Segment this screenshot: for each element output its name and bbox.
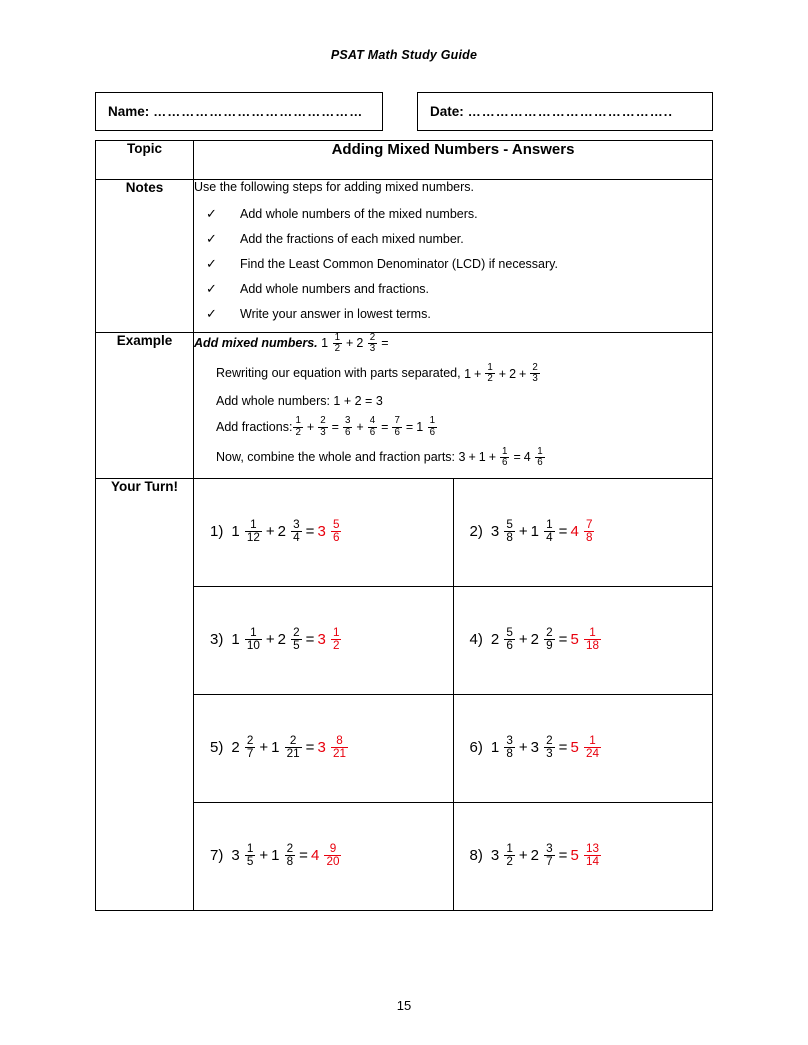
example-row — [96, 333, 713, 479]
problem-number: 7) — [210, 847, 224, 865]
fraction — [544, 519, 555, 545]
topic-label: Topic — [96, 141, 194, 180]
fraction-denominator: 21 — [286, 747, 300, 761]
notes-label: Notes — [96, 180, 194, 333]
mixed-number: 5 $\frac{1}{18}$ — [570, 626, 599, 653]
fraction — [544, 735, 555, 761]
fraction — [485, 363, 494, 384]
check-icon: ✓ — [206, 231, 217, 246]
fraction-numerator: 2 — [546, 626, 553, 640]
fraction-denominator: 12 — [246, 531, 260, 545]
fraction-numerator: 1 — [250, 626, 257, 640]
fraction — [584, 627, 601, 653]
fraction-denominator: 24 — [585, 747, 599, 761]
fraction-denominator: 3 — [369, 342, 376, 354]
example-problem-line — [194, 333, 712, 354]
fraction — [318, 416, 327, 437]
fraction — [504, 627, 515, 653]
fraction — [285, 735, 302, 761]
problem-number: 6) — [469, 739, 483, 757]
example-step-3 — [216, 417, 712, 438]
fraction — [285, 843, 296, 869]
date-field[interactable] — [417, 92, 713, 131]
equals-sign: = — [305, 739, 315, 757]
problem-cell-8[interactable] — [453, 802, 712, 910]
equals-sign: = — [381, 336, 389, 351]
fraction-denominator: 2 — [295, 426, 301, 438]
plus-sign: + — [356, 419, 364, 434]
fraction-numerator: 3 — [506, 734, 513, 748]
worksheet-body — [95, 92, 713, 911]
mixed-number: 3 $\frac{8}{21}$ — [317, 734, 346, 761]
mixed-number: 3 $\frac{5}{6}$ — [317, 518, 340, 545]
problem-cell-2[interactable] — [453, 479, 712, 587]
fraction-denominator: 3 — [532, 373, 538, 385]
mixed-number: 2 $\frac{2}{3}$ — [356, 331, 376, 354]
fraction-denominator: 4 — [546, 531, 553, 545]
name-date-row — [95, 92, 713, 131]
problem-cell-7[interactable] — [194, 802, 453, 910]
fraction-denominator: 5 — [293, 639, 300, 653]
problem-answer — [317, 734, 349, 761]
fraction — [544, 627, 555, 653]
fraction-numerator: 3 — [344, 415, 351, 427]
mixed-number: 2 $\frac{2}{5}$ — [277, 626, 300, 653]
check-icon: ✓ — [206, 281, 217, 296]
problem-number: 8) — [469, 847, 483, 865]
fraction — [291, 519, 302, 545]
problem-cell-5[interactable] — [194, 694, 453, 802]
fraction-numerator: 3 — [293, 518, 300, 532]
name-label: Name: — [108, 104, 150, 119]
fraction-denominator: 6 — [502, 457, 508, 469]
fraction — [428, 416, 437, 437]
mixed-number: 2 $\frac{5}{6}$ — [490, 626, 513, 653]
check-icon: ✓ — [206, 206, 217, 221]
notes-list — [194, 207, 712, 321]
fraction — [245, 519, 262, 545]
mixed-number: 5 $\frac{13}{14}$ — [570, 842, 599, 869]
date-label: Date: — [430, 104, 464, 119]
example-step-4-math: 3 + 1 + $\frac{1}{6}$ = 4 $\frac{1}{6}$ — [459, 450, 546, 464]
equals-sign: = — [305, 631, 315, 649]
plus-sign: + — [488, 450, 497, 465]
mixed-number: 3 $\frac{2}{3}$ — [530, 734, 553, 761]
fraction-denominator: 20 — [326, 855, 340, 869]
fraction — [368, 416, 377, 437]
fraction-numerator: 1 — [537, 445, 543, 457]
fraction-numerator: 7 — [585, 518, 593, 532]
fraction-denominator: 6 — [506, 639, 513, 653]
fraction-numerator: 1 — [429, 415, 436, 427]
list-item — [206, 207, 712, 221]
list-item — [206, 282, 712, 296]
fraction — [331, 627, 342, 653]
plus-sign: + — [306, 419, 315, 434]
fraction-denominator: 4 — [293, 531, 300, 545]
fraction-denominator: 2 — [506, 855, 513, 869]
equals-sign: = — [558, 631, 568, 649]
table-row — [194, 479, 712, 587]
mixed-number: 3 $\frac{1}{2}$ — [490, 842, 513, 869]
notes-content — [194, 180, 713, 333]
fraction — [504, 519, 515, 545]
example-step-1-math: 1 + $\frac{1}{2}$ + 2 + $\frac{2}{3}$ — [464, 361, 538, 385]
fraction-numerator: 1 — [546, 518, 553, 532]
fraction-denominator: 8 — [506, 531, 513, 545]
fraction-denominator: 6 — [332, 531, 340, 545]
fraction-numerator: 1 — [246, 842, 254, 856]
list-item-label: Write your answer in lowest terms. — [240, 307, 431, 321]
fraction — [291, 627, 302, 653]
fraction — [500, 447, 509, 468]
example-step-1 — [216, 363, 712, 384]
fraction-denominator: 8 — [286, 855, 294, 869]
equals-sign: = — [513, 450, 521, 465]
list-item-label: Add whole numbers of the mixed numbers. — [240, 207, 478, 221]
mixed-number: 4 $\frac{9}{20}$ — [310, 842, 340, 869]
fraction-numerator: 2 — [369, 331, 376, 343]
fraction-numerator: 1 — [332, 626, 340, 640]
example-step-1-text: Rewriting our equation with parts separated, — [216, 366, 465, 381]
problem-number: 1) — [210, 523, 224, 541]
fraction — [504, 843, 515, 869]
worksheet-table — [95, 140, 713, 911]
fraction-denominator: 9 — [546, 639, 553, 653]
fraction-numerator: 2 — [293, 626, 300, 640]
fraction-denominator: 21 — [332, 747, 346, 761]
problem-number: 3) — [210, 631, 224, 649]
your-turn-label-text: Your Turn! — [111, 478, 178, 494]
name-value: ……………………………………… — [153, 104, 364, 119]
problem-answer — [570, 518, 595, 545]
problem-cell-6[interactable] — [453, 694, 712, 802]
list-item — [206, 307, 712, 321]
mixed-number: 4 $\frac{7}{8}$ — [570, 518, 593, 545]
fraction-numerator: 5 — [332, 518, 340, 532]
fraction-numerator: 13 — [585, 842, 599, 856]
fraction-numerator: 1 — [502, 445, 508, 457]
fraction-numerator: 2 — [246, 734, 254, 748]
list-item — [206, 232, 712, 246]
fraction — [392, 416, 401, 437]
problem-answer — [310, 842, 343, 869]
equals-sign: = — [558, 523, 568, 541]
fraction-denominator: 6 — [369, 426, 376, 438]
problem-cell-4[interactable] — [453, 586, 712, 694]
fraction-numerator: 5 — [506, 518, 513, 532]
fraction — [535, 447, 544, 468]
list-item — [206, 257, 712, 271]
fraction-numerator: 2 — [546, 734, 553, 748]
mixed-number: 1 $\frac{2}{21}$ — [271, 734, 300, 761]
fraction — [245, 735, 256, 761]
fraction-numerator: 1 — [487, 361, 493, 373]
list-item-label: Add whole numbers and fractions. — [240, 282, 429, 296]
fraction-numerator: 2 — [532, 361, 538, 373]
notes-row — [96, 180, 713, 333]
equals-sign: = — [305, 523, 315, 541]
page-number: 15 — [396, 998, 412, 1013]
problems-grid — [194, 479, 712, 910]
plus-sign: + — [518, 631, 528, 649]
fraction — [368, 333, 377, 354]
mixed-number: 3 $\frac{1}{5}$ — [231, 842, 254, 869]
fraction-numerator: 9 — [329, 842, 337, 856]
fraction-denominator: 3 — [320, 426, 326, 438]
fraction-numerator: 2 — [289, 734, 297, 748]
fraction — [530, 363, 539, 384]
plus-sign: + — [518, 739, 528, 757]
mixed-number: 1 $\frac{1}{2}$ — [321, 331, 340, 354]
fraction — [544, 843, 555, 869]
table-row — [194, 694, 712, 802]
problem-number: 4) — [469, 631, 483, 649]
fraction-denominator: 2 — [332, 639, 340, 653]
fraction-denominator: 8 — [585, 531, 593, 545]
fraction-numerator: 5 — [506, 626, 513, 640]
fraction — [343, 416, 352, 437]
fraction-numerator: 7 — [394, 415, 400, 427]
equals-sign: = — [381, 419, 389, 434]
problem-answer — [570, 626, 602, 653]
notes-intro: Use the following steps for adding mixed numbers. — [194, 180, 475, 194]
example-step-4-text: Now, combine the whole and fraction parts: — [216, 450, 459, 465]
fraction — [584, 519, 595, 545]
problem-answer — [317, 626, 342, 653]
topic-title: Adding Mixed Numbers - Answers — [194, 141, 713, 180]
check-icon: ✓ — [206, 256, 217, 271]
plus-sign: + — [518, 847, 528, 865]
mixed-number: 1 $\frac{1}{6}$ — [416, 415, 436, 438]
plus-sign: + — [498, 366, 507, 381]
plus-sign: + — [346, 336, 354, 351]
fraction-numerator: 4 — [369, 415, 376, 427]
table-row — [194, 802, 712, 910]
problem-number: 5) — [210, 739, 224, 757]
problem-answer — [570, 734, 602, 761]
document-header: PSAT Math Study Guide — [330, 48, 478, 62]
plus-sign: + — [519, 366, 527, 381]
mixed-number: 3 $\frac{5}{8}$ — [490, 518, 513, 545]
fraction-denominator: 7 — [246, 747, 254, 761]
fraction-denominator: 8 — [506, 747, 513, 761]
equals-sign: = — [558, 739, 568, 757]
mixed-number: 2 $\frac{3}{7}$ — [530, 842, 553, 869]
list-item-label: Add the fractions of each mixed number. — [240, 232, 464, 246]
fraction — [245, 843, 256, 869]
fraction — [245, 627, 262, 653]
plus-sign: + — [259, 739, 269, 757]
fraction-denominator: 3 — [546, 747, 553, 761]
equals-sign: = — [331, 419, 339, 434]
fraction-denominator: 2 — [334, 342, 340, 354]
plus-sign: + — [259, 847, 269, 865]
mixed-number: 1 $\frac{3}{8}$ — [490, 734, 513, 761]
equals-sign: = — [558, 847, 568, 865]
fraction-numerator: 1 — [589, 626, 596, 640]
mixed-number: 4 $\frac{1}{6}$ — [523, 445, 543, 469]
plus-sign: + — [265, 523, 275, 541]
mixed-number: 1 $\frac{1}{4}$ — [530, 518, 553, 545]
fraction-denominator: 18 — [585, 639, 599, 653]
plus-sign: + — [518, 523, 528, 541]
fraction-denominator: 2 — [487, 373, 493, 385]
fraction-denominator: 6 — [429, 426, 436, 438]
equals-sign: = — [299, 847, 308, 865]
topic-row — [96, 141, 713, 180]
fraction — [584, 735, 601, 761]
fraction — [504, 735, 515, 761]
fraction — [331, 735, 348, 761]
fraction — [584, 843, 601, 869]
your-turn-content — [194, 478, 713, 910]
fraction-denominator: 7 — [546, 855, 553, 869]
example-content — [194, 333, 713, 479]
fraction — [324, 843, 341, 869]
fraction-numerator: 1 — [506, 842, 513, 856]
plus-sign: + — [474, 366, 482, 381]
example-label: Example — [96, 333, 194, 479]
mixed-number: 1 $\frac{1}{10}$ — [231, 626, 260, 653]
mixed-number: 2 $\frac{2}{9}$ — [530, 626, 553, 653]
fraction-numerator: 2 — [320, 415, 326, 427]
problem-cell-3[interactable] — [194, 586, 453, 694]
mixed-number: 2 $\frac{2}{7}$ — [231, 734, 254, 761]
fraction-denominator: 6 — [537, 457, 543, 469]
example-step-3-math — [292, 415, 438, 438]
plus-sign: + — [468, 450, 476, 465]
example-expression — [321, 331, 391, 354]
mixed-number: 5 $\frac{1}{24}$ — [570, 734, 599, 761]
check-icon: ✓ — [206, 306, 217, 321]
your-turn-row — [96, 478, 713, 910]
fraction-denominator: 5 — [246, 855, 254, 869]
fraction — [333, 333, 342, 354]
list-item-label: Find the Least Common Denominator (LCD) if necessary. — [240, 257, 558, 271]
your-turn-label — [96, 478, 194, 910]
fraction-numerator: 1 — [334, 331, 340, 343]
plus-sign: + — [265, 631, 275, 649]
problem-answer — [317, 518, 342, 545]
name-field[interactable] — [95, 92, 383, 131]
fraction — [293, 416, 302, 437]
fraction — [331, 519, 342, 545]
fraction-denominator: 10 — [246, 639, 260, 653]
mixed-number: 2 $\frac{3}{4}$ — [277, 518, 300, 545]
problem-cell-1[interactable] — [194, 479, 453, 587]
fraction-numerator: 2 — [286, 842, 294, 856]
problem-number: 2) — [469, 523, 483, 541]
fraction-denominator: 14 — [585, 855, 599, 869]
equals-sign: = — [405, 419, 414, 434]
fraction-numerator: 1 — [295, 415, 301, 427]
fraction-denominator: 6 — [394, 426, 400, 438]
problem-answer — [570, 842, 602, 869]
fraction-numerator: 3 — [546, 842, 553, 856]
date-value: …………………………………….. — [467, 104, 673, 119]
example-title: Add mixed numbers. — [194, 336, 318, 351]
fraction-numerator: 1 — [589, 734, 596, 748]
mixed-number: 1 $\frac{1}{12}$ — [231, 518, 260, 545]
mixed-number: 1 $\frac{2}{8}$ — [271, 842, 294, 869]
example-step-2: Add whole numbers: 1 + 2 = 3 — [216, 393, 383, 408]
example-step-3-label: Add fractions: — [216, 419, 293, 434]
table-row — [194, 586, 712, 694]
fraction-numerator: 1 — [250, 518, 257, 532]
fraction-denominator: 6 — [344, 426, 351, 438]
fraction-numerator: 8 — [336, 734, 343, 748]
example-step-4 — [216, 447, 712, 468]
mixed-number: 3 $\frac{1}{2}$ — [317, 626, 340, 653]
